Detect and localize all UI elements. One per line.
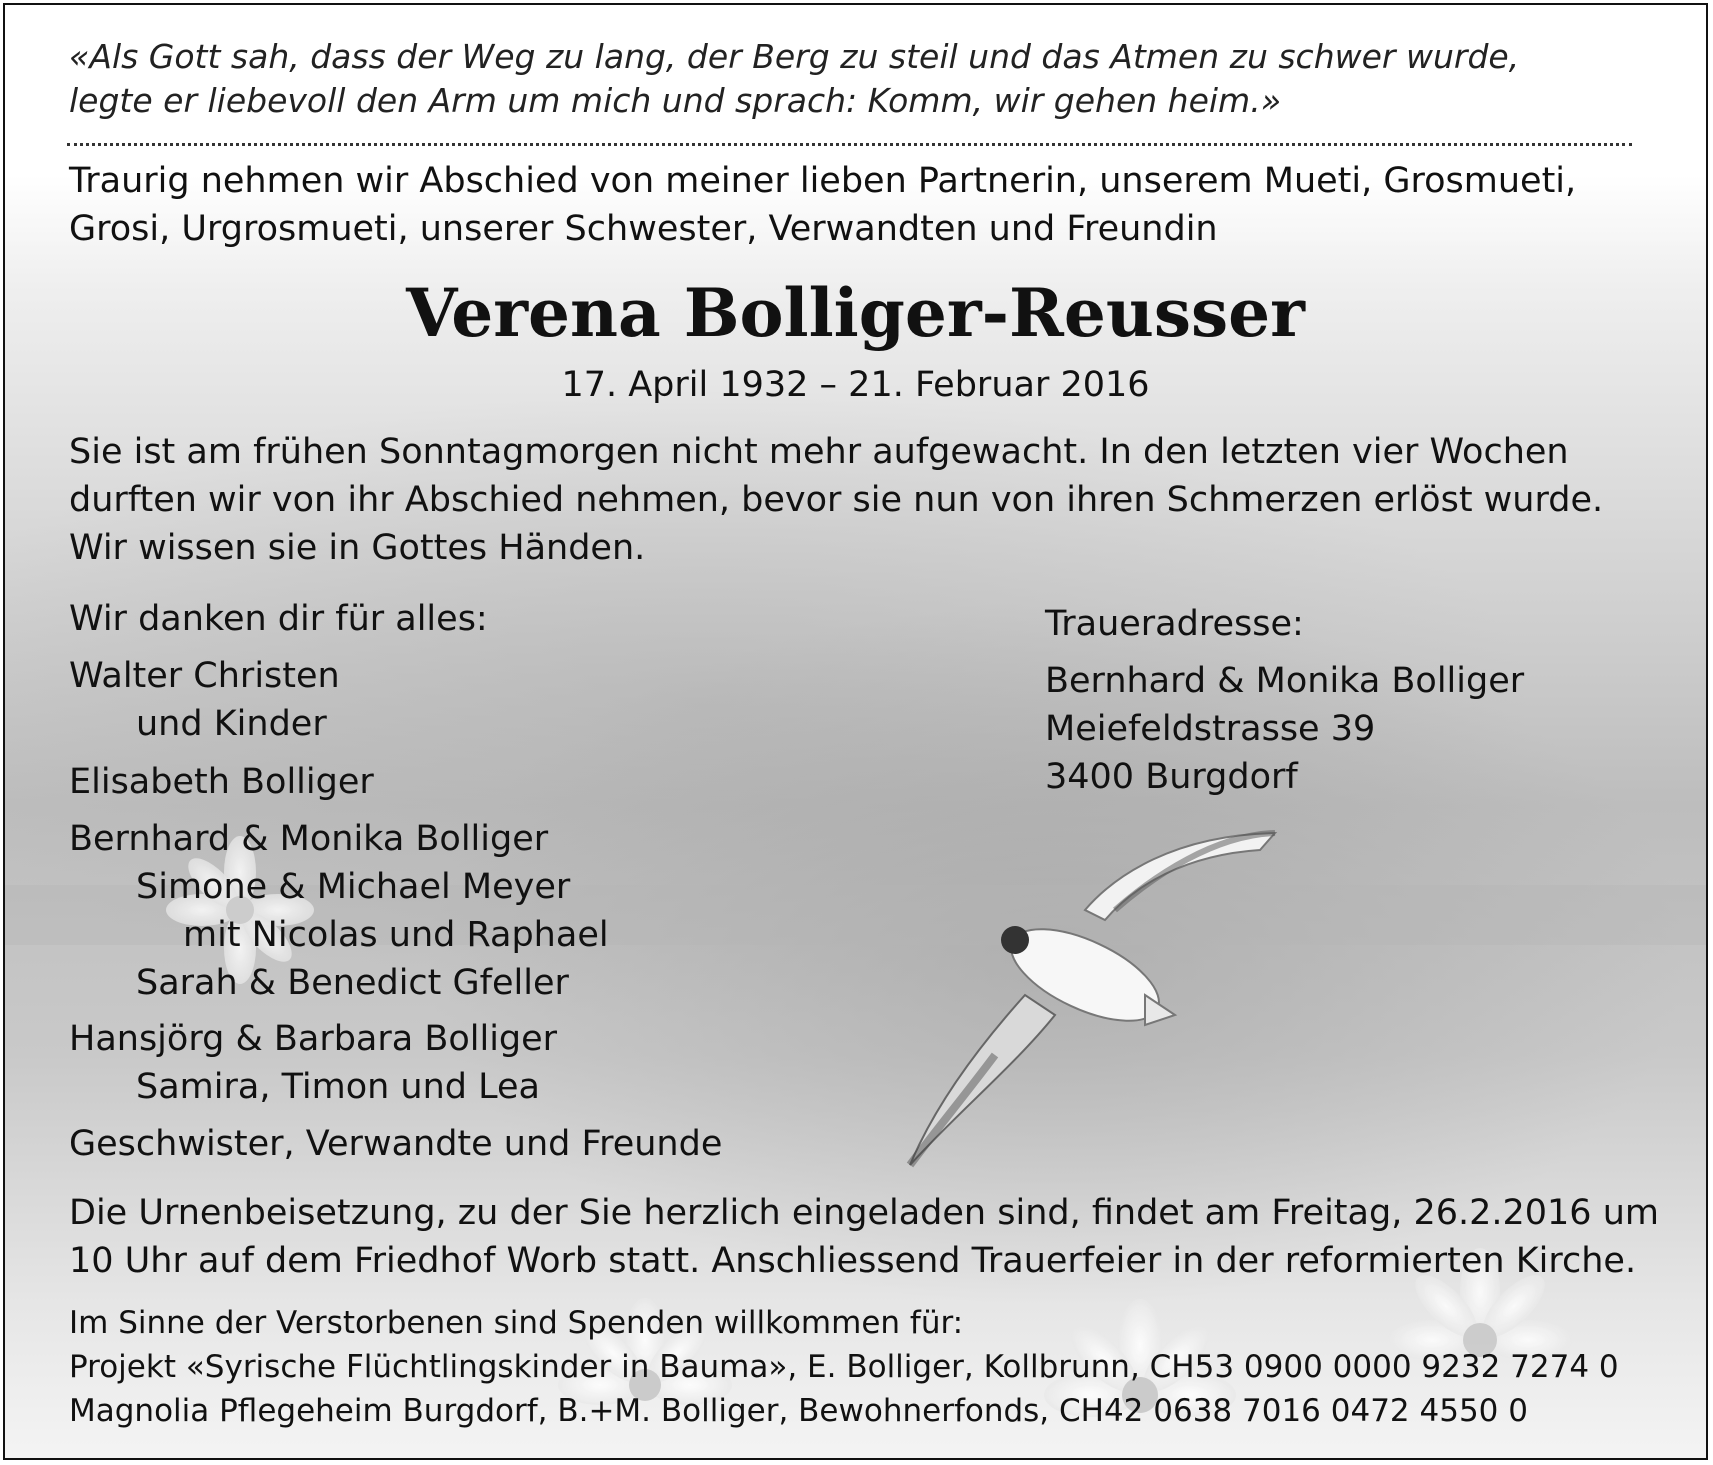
address-city: 3400 Burgdorf bbox=[1045, 757, 1298, 797]
mourner-line: Samira, Timon und Lea bbox=[136, 1067, 540, 1107]
donation-line: Magnolia Pflegeheim Burgdorf, B.+M. Bolliger, Bewohnerfonds, CH42 0638 7016 0472 4550 0 bbox=[69, 1393, 1528, 1429]
intro-line: Traurig nehmen wir Abschied von meiner lieben Partnerin, unserem Mueti, Grosmueti, bbox=[69, 161, 1577, 201]
service-line: Die Urnenbeisetzung, zu der Sie herzlich eingeladen sind, findet am Freitag, 26.2.2016 um bbox=[69, 1193, 1659, 1233]
mourner-line: Bernhard & Monika Bolliger bbox=[69, 819, 549, 859]
donations-heading: Im Sinne der Verstorbenen sind Spenden willkommen für: bbox=[69, 1305, 964, 1341]
mourners-heading: Wir danken dir für alles: bbox=[69, 599, 488, 639]
donation-line: Projekt «Syrische Flüchtlingskinder in Bauma», E. Bolliger, Kollbrunn, CH53 0900 0000 9232 7274 0 bbox=[69, 1349, 1619, 1385]
message-line: Wir wissen sie in Gottes Händen. bbox=[69, 528, 646, 568]
message-line: Sie ist am frühen Sonntagmorgen nicht mehr aufgewacht. In den letzten vier Wochen bbox=[69, 432, 1569, 472]
quote-line: «Als Gott sah, dass der Weg zu lang, der Berg zu steil und das Atmen zu schwer wurde, bbox=[69, 37, 1520, 76]
intro-line: Grosi, Urgrosmueti, unserer Schwester, Verwandten und Freundin bbox=[69, 209, 1218, 249]
mourner-line: Hansjörg & Barbara Bolliger bbox=[69, 1019, 558, 1059]
address-name: Bernhard & Monika Bolliger bbox=[1045, 661, 1525, 701]
mourner-line: Sarah & Benedict Gfeller bbox=[136, 963, 569, 1003]
life-dates: 17. April 1932 – 21. Februar 2016 bbox=[561, 365, 1150, 405]
deceased-name: Verena Bolliger-Reusser bbox=[406, 274, 1305, 352]
mourner-line: Elisabeth Bolliger bbox=[69, 762, 374, 802]
dotted-divider bbox=[67, 143, 1632, 146]
mourner-line: und Kinder bbox=[136, 704, 327, 744]
obituary-notice bbox=[3, 3, 1708, 1460]
mourner-line: Simone & Michael Meyer bbox=[136, 867, 571, 907]
address-street: Meiefeldstrasse 39 bbox=[1045, 709, 1376, 749]
address-heading: Traueradresse: bbox=[1045, 604, 1304, 644]
service-line: 10 Uhr auf dem Friedhof Worb statt. Anschliessend Trauerfeier in der reformierten Kirche. bbox=[69, 1241, 1637, 1281]
seagull-icon bbox=[910, 833, 1275, 1165]
mourner-line: Walter Christen bbox=[69, 656, 340, 696]
message-line: durften wir von ihr Abschied nehmen, bevor sie nun von ihren Schmerzen erlöst wurde. bbox=[69, 480, 1604, 520]
mourner-line: Geschwister, Verwandte und Freunde bbox=[69, 1124, 723, 1164]
mourner-line: mit Nicolas und Raphael bbox=[183, 915, 609, 955]
quote-line: legte er liebevoll den Arm um mich und sprach: Komm, wir gehen heim.» bbox=[69, 81, 1282, 120]
